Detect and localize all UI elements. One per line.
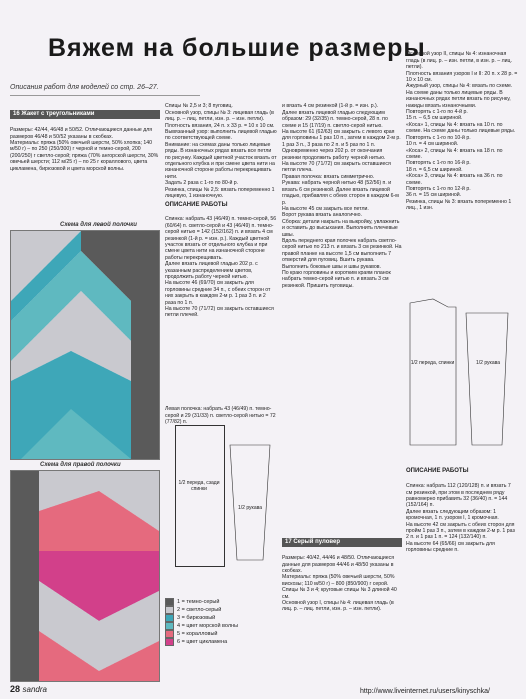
chart-area-dark-2 — [131, 231, 159, 459]
legend-label: цвет цикламена — [186, 638, 228, 645]
right-chart-caption: Схема для правой полочки — [40, 462, 121, 468]
legend-label: светло-серый — [186, 606, 222, 613]
page-number: 28 — [10, 684, 21, 694]
swatch-icon — [165, 614, 174, 622]
col4-body: Основной узор II, спицы № 4: изнаночная гладь (в лиц. р. – изн. петли, в изн. р. – лиц. петли). Плотность вязания узоров I и II: 20 п. х 28 р. = 10 х 10 см. Ажурный узор, спицы № 4: вязать по схеме. На схеме даны только лицевые ряды. В изнаночных рядах петли вязать по рисунку, накиды вязать изнаночными. Повторять с 1-го по 4-й р. 15 п. – 6,5 см шириной. «Коса» 1, спицы № 4: вязать на 10 п. по схеме. На схеме даны только лицевые ряды. Повторять с 1-го по 10-й р. 10 п. = 4 см шириной. «Коса» 2, спицы № 4: вязать на 18 п. по схеме. Повторять с 1-го по 16-й р. 18 п. = 6,5 см шириной. «Коса» 3, спицы № 4: вязать на 36 п. по схеме. Повторять с 1-го по 12-й р. 36 п. = 15 см шириной. Резинка, спицы № 3: вязать попеременно 1 лиц., 1 изн. — [406, 51, 518, 212]
column-2 — [165, 97, 277, 397]
section-16-intro: Размеры: 42/44, 46/48 и 50/52. Отличающиеся данные для размеров 46/48 и 50/52 указаны в скобках. Материалы: пряжа (50% овечьей шерсти, 50% хлопка; 140 м/50 г) – по 250 (250/300) г черной и темно-серой, 200 (200/250) г светло-серой; пряжа (70% ангорской шерсти, 30% овечьей шерсти; 112 м/25 г) – по 25 г кораллового, цвета цикламена, бирюзовой и цвета морской волны. — [10, 127, 159, 172]
col2-intro: Спицы № 2,5 и 3; 8 пуговиц. Основной узор, спицы № 3: лицевая гладь (в лиц. р. – лиц. петли, изн. р. – изн. петли). Плотность вязания, 24 п. х 33 р. = 10 х 10 см. Вывязанный узор: выполнить лицевой гладью по соответствующей схеме. Внимание: на схемах даны только лицевые ряды. В изнаночных рядах вязать все петли по рисунку. Каждый цветной участок вязать от отдельного клубка и при смене цвета нити на изнаночной стороне работы перекрещивать нити. Задать 2 раза с 1-го по 80-й р. Резинка, спицы № 2,5: вязать попеременно 1 лицевую, 1 изнаночную. — [165, 103, 277, 200]
schematic-back-label: 1/2 переда, сзади спинки — [178, 480, 220, 492]
legend-key: 1 — [177, 598, 181, 605]
chart-area-dark — [11, 471, 39, 681]
col2-left-front — [165, 400, 277, 426]
swatch-icon — [165, 622, 174, 630]
schematic-sleeve-label: 1/2 рукава — [237, 505, 263, 511]
legend-key: 5 — [177, 630, 181, 637]
column-1 — [10, 104, 160, 214]
right-chart-pattern — [11, 471, 159, 681]
swatch-icon — [165, 598, 174, 606]
col4-body2: Спинка: набрать 112 (120/128) п. и вязать 7 см резинкой, при этом в последнем ряду равномерно прибавить 32 (36/40) п. = 144 (152/164) п. Далее вязать следующим образом: 1 кромочная, 1 п. узором I, 1 кромочная. На высоте 42 см закрыть с обеих сторон для пройм 1 раз 3 п., затем в каждом 2-м р. 1 раз 2 п. и 1 раз 1 п. = 124 (132/140) п. На высоте 64 (65/66) см закрыть для горловины средние п. — [406, 483, 515, 554]
legend-item: 5 = коралловый — [165, 630, 277, 638]
section-17-intro: Размеры: 40/42, 44/46 и 48/50. Отличающиеся данные для размеров 44/46 и 48/50 указаны в скобках. Материалы: пряжа (50% овечьей шерсти, 50% вискозы; 110 м/50 г) – 800 (850/900) г серой. Спицы № 3 и 4; круговые спицы № 3 длиной 40 см. Основной узор I, спицы № 4: лицевая гладь (в лиц. р. – лиц. петли, изн. р. – изн. петли). — [282, 555, 397, 613]
page-subtitle: Описания работ для моделей со стр. 26–27. — [10, 84, 159, 91]
column-3 — [282, 97, 402, 527]
color-legend — [165, 598, 277, 646]
divider — [10, 95, 200, 96]
legend-label: темно-серый — [186, 598, 220, 605]
section-header-17: 17 Серый пуловер — [282, 538, 402, 546]
legend-item: 1 = темно-серый — [165, 598, 277, 606]
left-chart — [10, 230, 160, 460]
schematic-back-shape — [175, 425, 225, 567]
page-title: Вяжем на большие размеры — [48, 34, 426, 62]
schematic-sleeve2-label: 1/2 рукава — [475, 360, 501, 366]
schematic-front-shape — [408, 295, 518, 455]
legend-key: 3 — [177, 614, 181, 621]
legend-item: 2 = светло-серый — [165, 606, 277, 614]
source-url[interactable]: http://www.liveinternet.ru/users/kinyschka/ — [360, 688, 490, 695]
col2-left-front-text: Левая полочка: набрать 43 (46/49) п. темно-серой и 29 (31/33) п. светло-серой нитью = 72 (77/82) п. — [165, 406, 276, 426]
legend-label: бирюзовый — [186, 614, 216, 621]
column-4-lower — [406, 460, 518, 680]
legend-item: 6 = цвет цикламена — [165, 638, 277, 646]
left-chart-caption: Схема для левой полочки — [60, 222, 137, 228]
legend-key: 6 — [177, 638, 181, 645]
legend-key: 4 — [177, 622, 181, 629]
work-description-header-2: ОПИСАНИЕ РАБОТЫ — [406, 468, 469, 475]
legend-label: цвет морской волны — [186, 622, 239, 629]
column-3-section-17 — [282, 532, 402, 682]
col3-body: и вязать 4 см резинкой (1-й р. = изн. р.). Далее вязать лицевой гладью следующим образом: 29 (32/35) п. темно-серой, 28 п. по схеме и 15 (17/19) п. светло-серой нитью. На высоте 61 (62/63) см закрыть с левого края для горловины 1 раз 10 п., затем в каждом 2-м р. 1 раз 3 п., 3 раза по 2 п. и 5 раз по 1 п. Одновременно через 202 р. от окончания резинки продолжить работу черной нитью. На высоте 70 (71/72) см закрыть оставшиеся петли плеча. Правая полочка: вязать симметрично. Рукава: набрать черной нитью 48 (52/56) п. и вязать 6 см резинкой. Далее вязать лицевой гладью, прибавляя с обеих сторон в каждом 6-м р. На высоте 45 см закрыть все петли. Ворот рукава вязать аналогично. Сборка: детали накрыть на выкройку, увлажнить и оставить до высыхания. Выполнить плечевые швы. Вдоль переднего края полочек набрать светло-серой нитью по 213 п. и вязать 3 см резинкой. На правой планке на высоте 1,5 см выполнить 7 отверстий для пуговиц. Вшить рукава. Выполнить боковые швы и швы рукавов. По краю горловины и коротким краям планок набрать темно-серой нитью п. и вязать 3 см резинкой. Пришить пуговицы. — [282, 103, 402, 289]
left-chart-pattern — [11, 231, 159, 459]
legend-item: 4 = цвет морской волны — [165, 622, 277, 630]
work-description-header: ОПИСАНИЕ РАБОТЫ — [165, 201, 228, 208]
section-header-16: 16 Жакет с треугольниками — [10, 110, 160, 118]
page-footer — [10, 684, 47, 694]
swatch-icon — [165, 638, 174, 646]
swatch-icon — [165, 630, 174, 638]
legend-item: 3 = бирюзовый — [165, 614, 277, 622]
schematic-sleeve-shape — [225, 440, 275, 565]
legend-label: коралловый — [186, 630, 218, 637]
legend-key: 2 — [177, 606, 181, 613]
col2-back: Спинка: набрать 43 (46/49) п. темно-серой, 56 (60/64) п. светло-серой и 43 (46/49) п. темно-серой нитью = 142 (152/162) п. и вязать 4 см резинкой (1-й р. = изн. р.). Каждый цветной участок вязать от отдельного клубка и при смене цвета нити на изнаночной стороне работы перекрещивать. Далее вязать лицевой гладью 202 р. с указанным распределением цветов, продолжить работу черной нитью. На высоте 46 (69/70) см закрыть для горловины средние 34 п., с обеих сторон от них закрыть в каждом 2-м р. 1 раз 3 п. и 2 раза по 1 п. На высоте 70 (71/72) см закрыть оставшиеся петли плечей. — [165, 216, 277, 319]
swatch-icon — [165, 606, 174, 614]
right-chart — [10, 470, 160, 682]
magazine-name: sandra — [22, 685, 47, 694]
column-4 — [406, 45, 518, 280]
schematic-front-label: 1/2 переда, спинки — [410, 360, 455, 366]
